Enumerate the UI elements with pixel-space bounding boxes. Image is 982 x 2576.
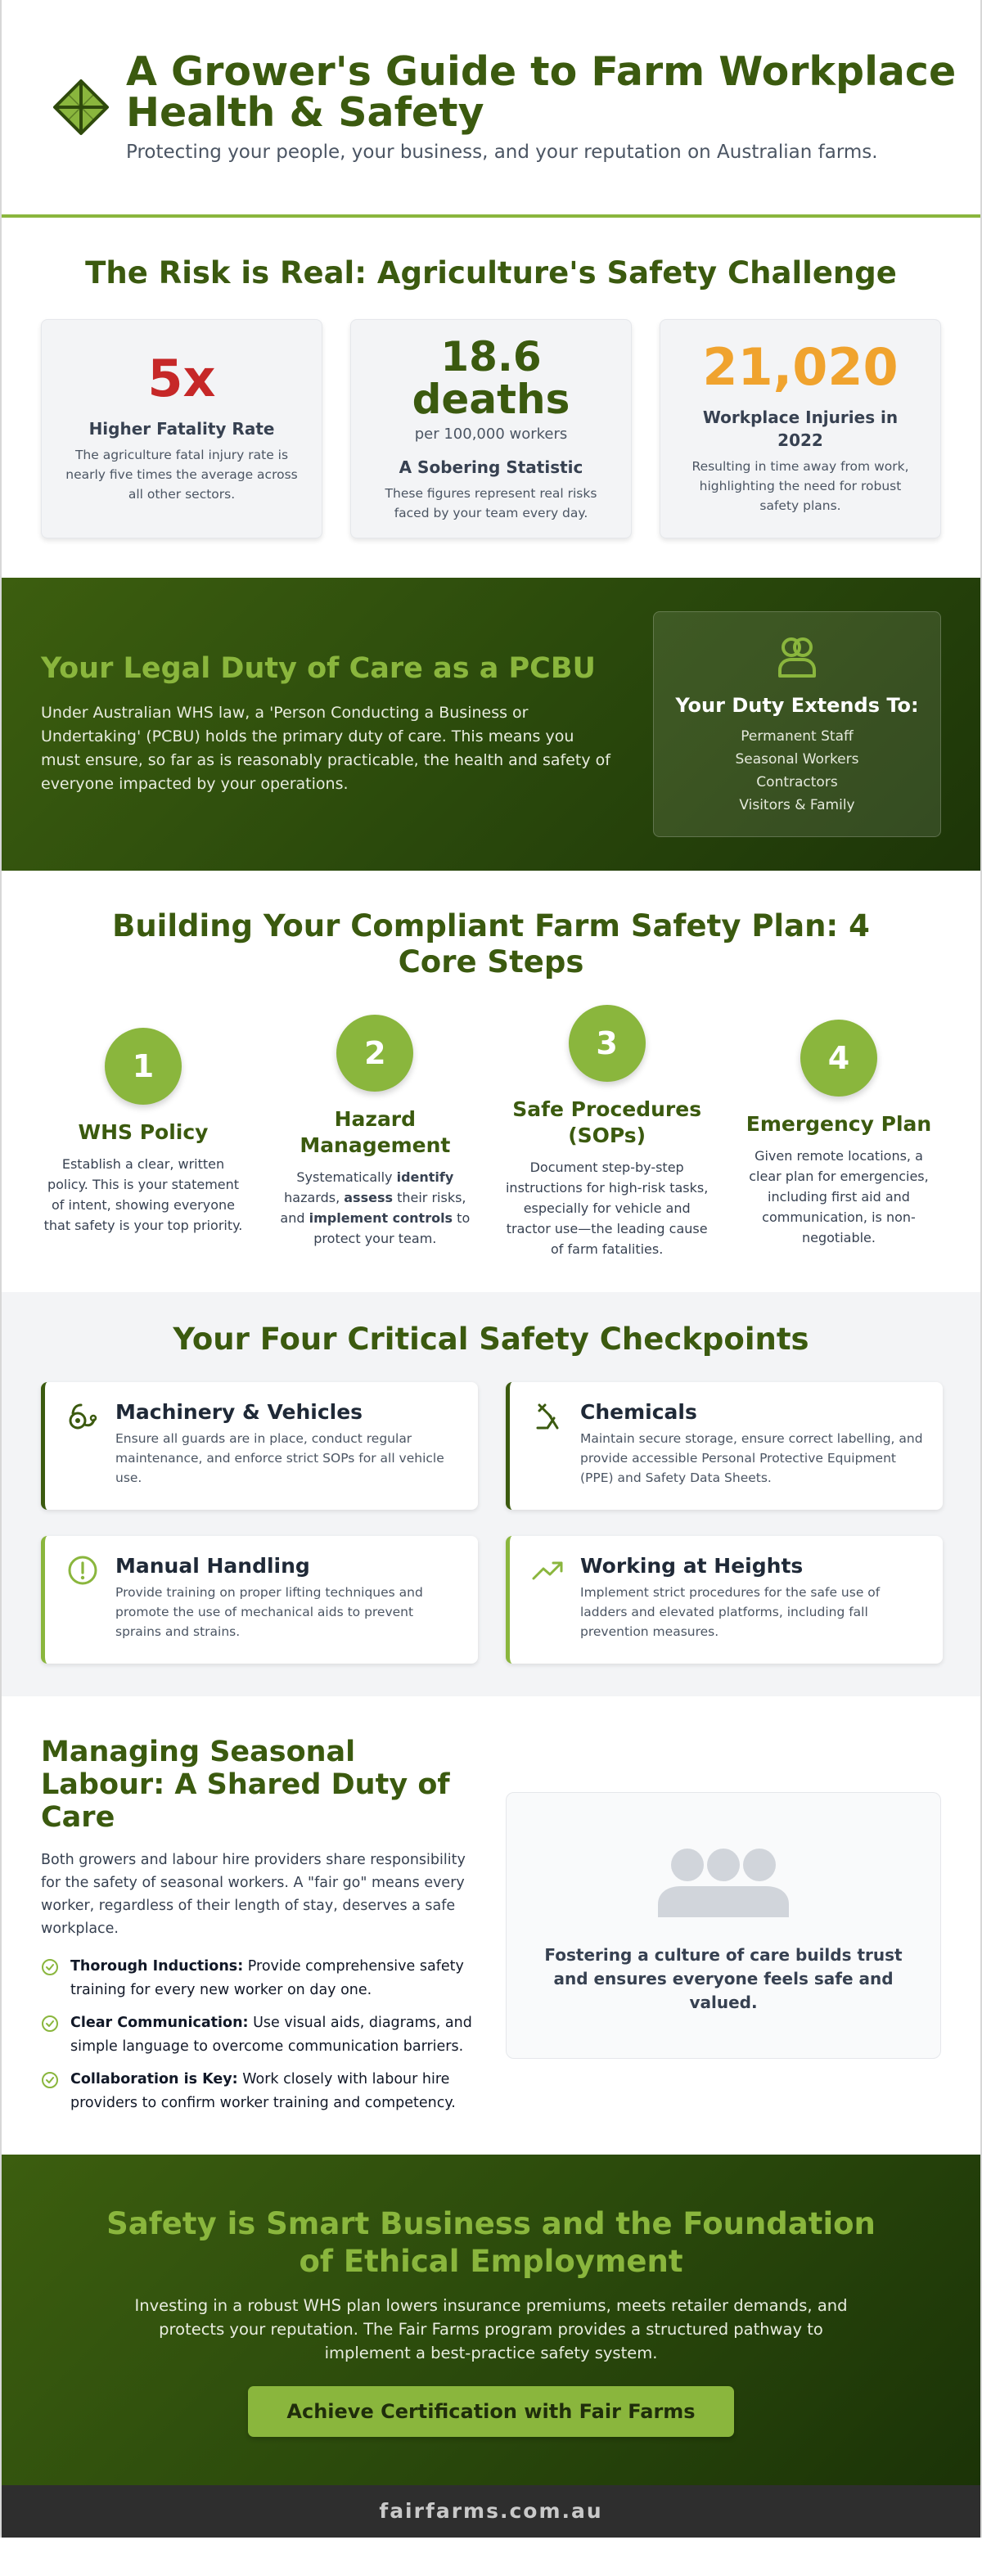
step-desc [736,1146,941,1248]
duty-list [654,725,940,817]
footer-link[interactable]: fairfarms.com.au [2,2485,980,2538]
culture-text: Fostering a culture of care builds trust and ensures everyone feels safe and valued. [544,1945,903,2012]
stat-label: Higher Fatality Rate [88,419,275,439]
group-icon [656,1845,791,1921]
step-3 [505,1005,709,1259]
diamond-shield-icon [52,79,110,136]
checkpoint-manual-handling [41,1536,478,1664]
alert-circle-icon [66,1554,99,1587]
cta-body: Investing in a robust WHS plan lowers insurance premiums, meets retailer demands, and protects your reputation. The Fair Farms program provides a structured pathway to implement a best-practice safety system. [134,2296,848,2362]
steps-section [2,871,980,1292]
duty-box-title: Your Duty Extends To: [675,694,919,717]
duty-list-item: Permanent Staff [741,728,854,745]
step-title: Emergency Plan [746,1112,932,1136]
seasonal-title: Managing Seasonal Labour: A Shared Duty of Care [41,1736,450,1834]
step-desc-text: Document step-by-step instructions for high-risk tasks, especially for vehicle and tractor use—the leading cause of farm fatalities. [505,1160,709,1257]
step-desc-text: Systematically [296,1169,397,1185]
step-number: 4 [800,1020,877,1097]
bullet-item [41,2011,473,2059]
bullet-bold: Clear Communication: [70,2015,249,2031]
step-desc-text: to protect your team. [313,1210,471,1246]
bullet-item [41,1955,473,2002]
page-subtitle: Protecting your people, your business, and your reputation on Australian farms. [126,142,878,163]
culture-box [506,1792,941,2059]
duty-extends-box [653,611,941,837]
certification-button[interactable]: Achieve Certification with Fair Farms [248,2386,734,2437]
cta-title: Safety is Smart Business and the Foundation of Ethical Employment [106,2206,876,2279]
checkpoint-title: Machinery & Vehicles [115,1400,363,1424]
stat-desc: These figures represent real risks faced by your team every day. [385,485,597,520]
checkpoint-chemicals [506,1382,943,1510]
step-desc [273,1167,477,1249]
page-title: A Grower's Guide to Farm Workplace Health & Safety [126,48,957,136]
step-title: Hazard Management [300,1107,451,1157]
step-2 [273,1015,477,1259]
step-desc-emphasis: assess [344,1190,393,1205]
step-desc-emphasis: implement controls [309,1210,453,1226]
checkpoint-desc: Provide training on proper lifting techniques and promote the use of mechanical aids to prevent sprains and strains. [115,1585,423,1639]
page-header [2,0,980,218]
stat-card-injuries [660,319,941,538]
step-desc-text: Establish a clear, written policy. This is your statement of intent, showing everyone that safety is your top priority. [43,1156,243,1233]
checkpoints-title: Your Four Critical Safety Checkpoints [173,1322,809,1357]
checkpoint-desc: Maintain secure storage, ensure correct labelling, and provide accessible Personal Protective Equipment (PPE) and Safety Data Sheets. [580,1431,923,1485]
stat-value: 5x [147,349,216,408]
stat-card-fatality [41,319,322,538]
seasonal-body: Both growers and labour hire providers share responsibility for the safety of seasonal workers. A "fair go" means every worker, regardless of their length of stay, deserves a safe workplace. [41,1852,466,1937]
step-number: 2 [336,1015,413,1092]
step-desc-text: their risks, and [280,1190,466,1226]
check-circle-icon [41,2015,59,2033]
step-4 [736,1020,941,1259]
checkpoint-machinery [41,1382,478,1510]
checkpoint-title: Manual Handling [115,1554,310,1578]
check-circle-icon [41,2071,59,2089]
stat-desc: The agriculture fatal injury rate is nearly five times the average across all other sectors. [65,448,298,502]
duty-title: Your Legal Duty of Care as a PCBU [41,652,596,685]
risk-title: The Risk is Real: Agriculture's Safety Challenge [85,255,897,290]
check-circle-icon [41,1958,59,1976]
stat-label: A Sobering Statistic [399,457,583,477]
tractor-icon [66,1400,99,1433]
step-desc-emphasis: identify [396,1169,454,1185]
step-desc [41,1154,246,1236]
bullet-text: Provide comprehensive safety training for every new worker on day one. [70,1958,464,1998]
checkpoints-section [2,1292,980,1696]
step-title: WHS Policy [78,1120,209,1144]
checkpoint-desc: Ensure all guards are in place, conduct regular maintenance, and enforce strict SOPs for all vehicle use. [115,1431,444,1485]
seasonal-section [2,1696,980,2155]
stat-label: Workplace Injuries in 2022 [702,408,899,450]
duty-section [2,578,980,871]
people-icon [773,633,821,681]
bullet-bold: Collaboration is Key: [70,2071,238,2087]
step-desc-text: Given remote locations, a clear plan for emergencies, including first aid and communication, is non-negotiable. [749,1148,929,1245]
step-number: 1 [105,1028,182,1105]
step-desc-text: hazards, [284,1190,345,1205]
stat-value: 18.6 deaths [412,332,570,423]
seasonal-bullets [41,1955,473,2115]
step-number: 3 [569,1005,646,1082]
checkpoint-heights [506,1536,943,1664]
stat-card-deaths [350,319,632,538]
duty-list-item: Seasonal Workers [735,751,859,768]
cta-section [2,2155,980,2485]
checkpoint-title: Chemicals [580,1400,697,1424]
risk-section [2,218,980,578]
stat-sub: per 100,000 workers [414,425,568,443]
duty-list-item: Visitors & Family [739,797,855,813]
step-1 [41,1028,246,1259]
duty-body: Under Australian WHS law, a 'Person Conducting a Business or Undertaking' (PCBU) holds the primary duty of care. This means you must ensure, so far as is reasonably practicable, the health and safety of everyone impacted by your operations. [41,704,610,793]
checkpoint-desc: Implement strict procedures for the safe use of ladders and elevated platforms, including fall prevention measures. [580,1585,881,1639]
bullet-text: Work closely with labour hire providers to confirm worker training and competency. [70,2071,456,2111]
bullet-bold: Thorough Inductions: [70,1958,244,1975]
duty-list-item: Contractors [756,774,838,790]
checkpoint-title: Working at Heights [580,1554,804,1578]
step-desc [505,1157,709,1259]
step-title: Safe Procedures (SOPs) [512,1097,702,1147]
flask-icon [531,1400,564,1433]
steps-title: Building Your Compliant Farm Safety Plan: 4 Core Steps [112,908,870,980]
stat-value: 21,020 [702,337,899,397]
bullet-text: Use visual aids, diagrams, and simple language to overcome communication barriers. [70,2015,472,2055]
bullet-item [41,2068,473,2115]
trending-up-icon [531,1554,564,1587]
stat-desc: Resulting in time away from work, highlighting the need for robust safety plans. [691,459,909,513]
